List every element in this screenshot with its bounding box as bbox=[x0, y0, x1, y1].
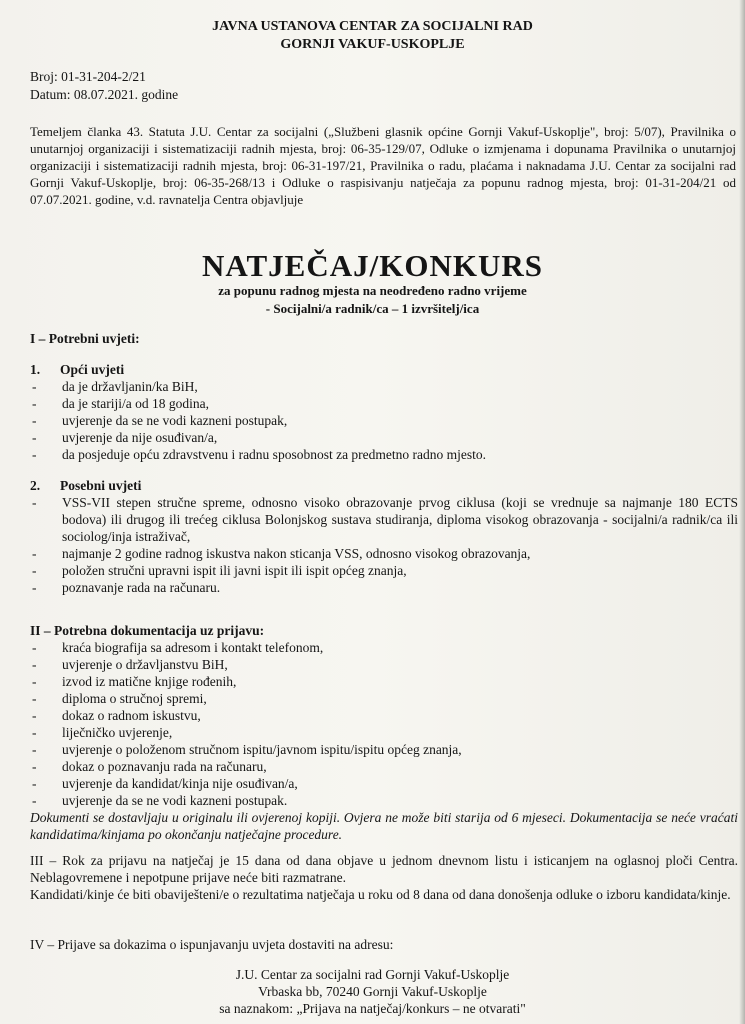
section-submission bbox=[30, 936, 738, 953]
address-line-1: J.U. Centar za socijalni rad Gornji Vakuf-Uskoplje bbox=[235, 967, 510, 982]
document-title: NATJEČAJ/KONKURS bbox=[202, 248, 543, 283]
list-item: - najmanje 2 godine radnog iskustva nakon sticanja VSS, odnosno visokog obrazovanja, bbox=[30, 545, 738, 562]
list-item: - uvjerenje o državljanstvu BiH, bbox=[30, 656, 738, 673]
document-date: Datum: 08.07.2021. godine bbox=[30, 87, 179, 102]
section-deadline bbox=[30, 852, 738, 903]
notification-paragraph: Kandidati/kinje će biti obaviješteni/e o rezultatima natječaja u roku od 8 dana od dana donošenja odluke o izboru kandidata/kinje. bbox=[30, 887, 731, 902]
subsection-title: Posebni uvjeti bbox=[60, 478, 142, 493]
special-requirements bbox=[30, 477, 738, 596]
item-number: 2. bbox=[30, 478, 41, 493]
submission-paragraph: IV – Prijave sa dokazima o ispunjavanju uvjeta dostaviti na adresu: bbox=[30, 937, 394, 952]
list-item: - da je stariji/a od 18 godina, bbox=[30, 395, 738, 412]
list-item: - da posjeduje opću zdravstvenu i radnu sposobnost za predmetno radno mjesto. bbox=[30, 446, 738, 463]
address-line-3: sa naznakom: „Prijava na natječaj/konkurs – ne otvarati" bbox=[219, 1001, 526, 1016]
section-requirements bbox=[30, 330, 738, 596]
list-item: - uvjerenje da se ne vodi kazneni postupak, bbox=[30, 412, 738, 429]
list-item: - diploma o stručnoj spremi, bbox=[30, 690, 738, 707]
subsection-title: Opći uvjeti bbox=[60, 362, 125, 377]
deadline-paragraph: III – Rok za prijavu na natječaj je 15 dana od dana objave u jednom dnevnom listu i isticanjem na oglasnoj ploči Centra. Neblagovremene i nepotpune prijave neće biti razmatrane. bbox=[30, 853, 738, 885]
intro-paragraph bbox=[30, 123, 736, 208]
intro-text: Temeljem članka 43. Statuta J.U. Centar za socijalni („Službeni glasnik općine Gornji Vakuf-Uskoplje", broj: 5/07), Pravilnika o unutarnjoj organizaciji i sistematizaciji radnih mjesta, broj: 06-35-129/07, Odluke o izmjenama i dopunama Pravilnika o unutarnjoj organizaciji i sistematizaciji radnih mjesta, broj: 06-31-197/21, Pravilnika o radu, plaćama i naknadama J.U. Centar za socijalni rad Gornji Vakuf-Uskoplje, broj: 06-35-268/13 i Odluke o raspisivanju natječaja za popunu radnog mjesta, broj: 01-31-204/21 od 07.07.2021. godine, v.d. ravnatelja Centra objavljuje bbox=[30, 124, 736, 207]
list-item: - uvjerenje da se ne vodi kazneni postupak. bbox=[30, 792, 738, 809]
list-item: - dokaz o radnom iskustvu, bbox=[30, 707, 738, 724]
list-item: - da je državljanin/ka BiH, bbox=[30, 378, 738, 395]
list-item: - položen stručni upravni ispit ili javni ispit ili ispit općeg znanja, bbox=[30, 562, 738, 579]
institution-name: JAVNA USTANOVA CENTAR ZA SOCIJALNI RAD bbox=[212, 19, 533, 34]
list-item: - liječničko uvjerenje, bbox=[30, 724, 738, 741]
position-title: - Socijalni/a radnik/ca – 1 izvršitelj/ica bbox=[265, 301, 480, 316]
address-line-2: Vrbaska bb, 70240 Gornji Vakuf-Uskoplje bbox=[258, 984, 487, 999]
list-item: - uvjerenje o položenom stručnom ispitu/javnom ispitu/ispitu općeg znanja, bbox=[30, 741, 738, 758]
list-item: - kraća biografija sa adresom i kontakt telefonom, bbox=[30, 639, 738, 656]
section-documentation bbox=[30, 622, 738, 843]
list-item: - uvjerenje da kandidat/kinja nije osuđivan/a, bbox=[30, 775, 738, 792]
list-item: - VSS-VII stepen stručne spreme, odnosno visoko obrazovanje prvog ciklusa (koji se vrednuje sa najmanje 180 ECTS bodova) ili drugog ili trećeg ciklusa Bolonjskog sustava studiranja, diploma visokog obrazovanja - socijalni/a radnik/ca ili sociolog/inja istraživač, bbox=[30, 494, 738, 545]
section-heading: I – Potrebni uvjeti: bbox=[30, 331, 140, 346]
document-subtitle: za popunu radnog mjesta na neodređeno radno vrijeme bbox=[218, 283, 527, 298]
list-item: - poznavanje rada na računaru. bbox=[30, 579, 738, 596]
list-item: - izvod iz matične knjige rođenih, bbox=[30, 673, 738, 690]
scan-edge bbox=[739, 0, 745, 1024]
section-heading: II – Potrebna dokumentacija uz prijavu: bbox=[30, 623, 265, 638]
institution-city: GORNJI VAKUF-USKOPLJE bbox=[280, 37, 465, 52]
documentation-note: Dokumenti se dostavljaju u originalu ili ovjerenoj kopiji. Ovjera ne može biti starija od 6 mjeseci. Dokumentacija se neće vraćati kandidatima/kinjama po okončanju natječajne procedure. bbox=[30, 810, 738, 842]
list-item: - uvjerenje da nije osuđivan/a, bbox=[30, 429, 738, 446]
reference-number: Broj: 01-31-204-2/21 bbox=[30, 69, 146, 84]
item-number: 1. bbox=[30, 362, 41, 377]
list-item: - dokaz o poznavanju rada na računaru, bbox=[30, 758, 738, 775]
general-requirements bbox=[30, 361, 738, 463]
